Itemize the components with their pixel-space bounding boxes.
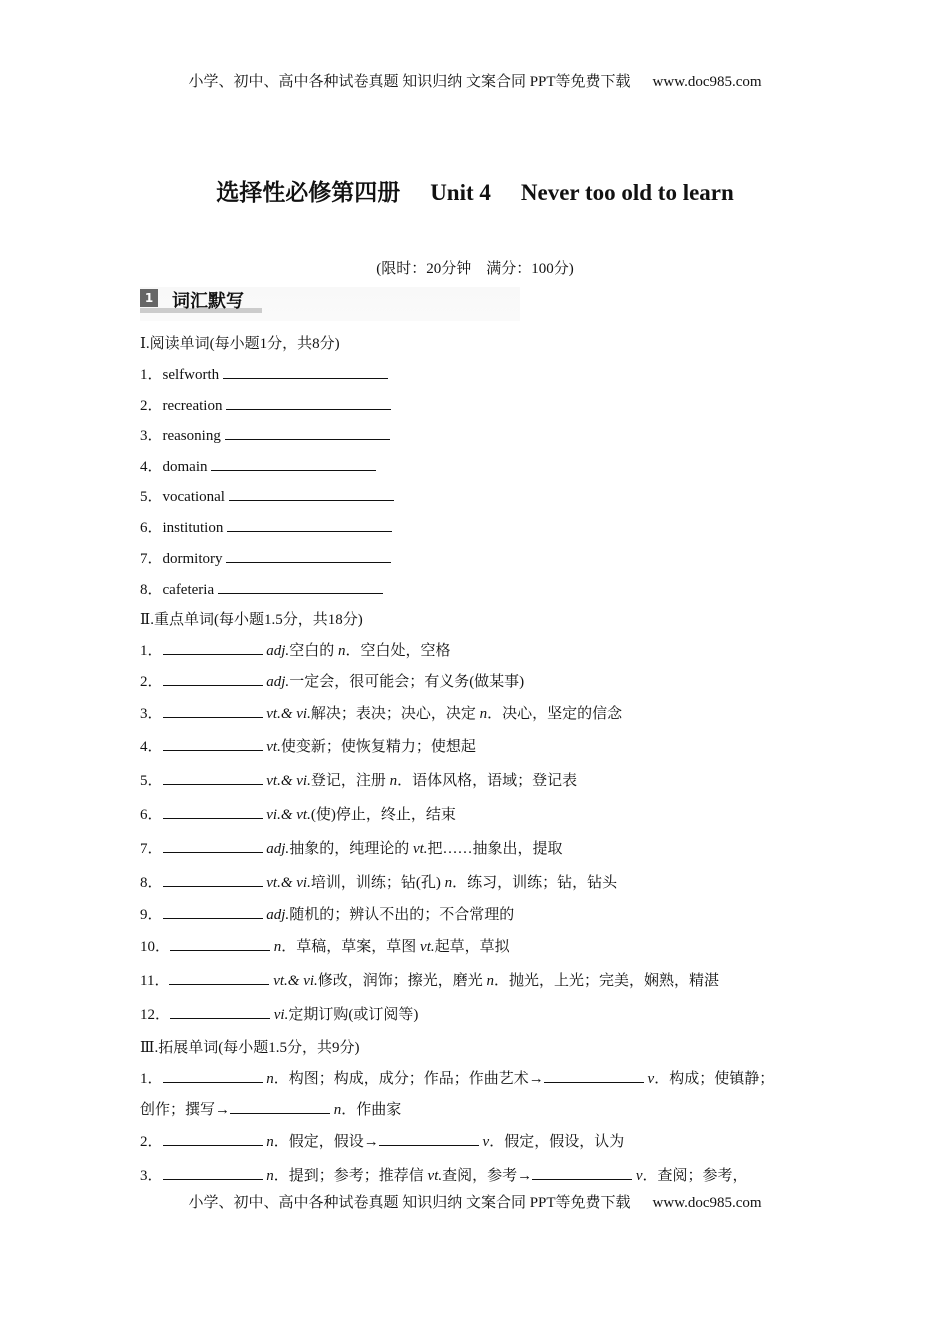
exercise-line [140, 1098, 401, 1119]
page-header [0, 70, 950, 91]
part-of-speech: n [266, 1071, 274, 1087]
part-of-speech: v [647, 1071, 655, 1087]
answer-blank[interactable] [163, 906, 263, 919]
exercise-line [140, 455, 376, 476]
line-text: 1． [140, 1071, 163, 1087]
exercise-line [140, 516, 392, 537]
exercise-line [140, 363, 388, 384]
line-text: ．构成；使镇静； [654, 1071, 775, 1087]
line-text: 随机的；辨认不出的；不合常理的 [289, 907, 515, 923]
exercise-line [140, 1067, 774, 1088]
footer-site-link[interactable]: www.doc985.com [652, 1195, 762, 1211]
title-name: Never too old to learn [520, 180, 734, 205]
line-text: 一定会，很可能会；有义务(做某事) [289, 674, 525, 690]
line-text: Ⅰ.阅读单词(每小题1分，共8分) [140, 336, 340, 352]
line-text: 1． [140, 643, 163, 659]
exercise-line [140, 670, 524, 691]
exercise-line [140, 578, 383, 599]
answer-blank[interactable] [163, 642, 263, 655]
header-text: 小学、初中、高中各种试卷真题 知识归纳 文案合同 PPT等免费下载 [188, 74, 631, 90]
line-text: 7．dormitory [140, 551, 227, 567]
line-text: ．决心，坚定的信念 [487, 706, 623, 722]
line-text: 4．domain [140, 459, 212, 475]
answer-blank[interactable] [230, 1101, 330, 1114]
part-of-speech: adj. [266, 841, 290, 857]
footer-text: 小学、初中、高中各种试卷真题 知识归纳 文案合同 PPT等免费下载 [188, 1195, 631, 1211]
exercise-line [140, 702, 622, 723]
line-text: Ⅱ.重点单词(每小题1.5分，共18分) [140, 612, 363, 628]
line-text: 8．cafeteria [140, 582, 218, 598]
answer-blank[interactable] [163, 705, 263, 718]
line-text: Ⅲ.拓展单词(每小题1.5分，共9分) [140, 1040, 360, 1056]
line-text: 4． [140, 739, 163, 755]
answer-blank[interactable] [226, 397, 391, 410]
part-of-speech: adj. [266, 907, 290, 923]
part-of-speech: vi.& vt. [266, 807, 311, 823]
line-text: 5． [140, 773, 163, 789]
part-of-speech: n [337, 643, 346, 659]
section-number-icon: 1 [140, 289, 158, 307]
exercise-line [140, 639, 450, 660]
line-text: 5．vocational [140, 489, 229, 505]
exercise-line [140, 424, 390, 445]
exercise-line [140, 769, 577, 790]
exercise-line [140, 394, 391, 415]
part-of-speech: vt.& vi. [266, 706, 311, 722]
exercise-line [140, 1164, 748, 1185]
answer-blank[interactable] [226, 550, 391, 563]
part-of-speech: vi. [273, 1007, 289, 1023]
answer-blank[interactable] [227, 519, 392, 532]
part-of-speech: v [635, 1168, 643, 1184]
part-of-speech: vt.& vi. [273, 973, 318, 989]
answer-blank[interactable] [532, 1167, 632, 1180]
line-text: ．空白处，空格 [345, 643, 451, 659]
line-text: 3．reasoning [140, 428, 225, 444]
line-text: 3． [140, 1168, 163, 1184]
exercise-line [140, 837, 563, 858]
line-text: 7． [140, 841, 163, 857]
exercise-line [140, 1036, 359, 1057]
part-of-speech: n [486, 973, 495, 989]
answer-blank[interactable] [163, 1070, 263, 1083]
line-text: 把……抽象出，提取 [427, 841, 563, 857]
line-text: 1．selfworth [140, 367, 223, 383]
exercise-line [140, 1003, 418, 1024]
section-label: 词汇默写 [172, 291, 244, 312]
line-text: 定期订购(或订阅等) [288, 1007, 419, 1023]
exercise-line [140, 735, 476, 756]
line-text: 起草，草拟 [434, 939, 510, 955]
part-of-speech: vt. [266, 739, 281, 755]
title-unit: Unit 4 [430, 180, 491, 205]
answer-blank[interactable] [163, 1167, 263, 1180]
exercise-line [140, 485, 394, 506]
line-text: 2．recreation [140, 398, 227, 414]
line-text: 空白的 [289, 643, 338, 659]
line-text: 6． [140, 807, 163, 823]
line-text: ．抛光，上光；完美，娴熟，精湛 [494, 973, 720, 989]
line-text: (使)停止，终止，结束 [310, 807, 456, 823]
line-text: ．作曲家 [341, 1102, 402, 1118]
line-text: 6．institution [140, 520, 228, 536]
part-of-speech: vt. [412, 841, 428, 857]
section-badge [140, 287, 520, 321]
answer-blank[interactable] [223, 366, 388, 379]
answer-blank[interactable] [225, 427, 390, 440]
exercise-line [140, 969, 719, 990]
part-of-speech: n [266, 1134, 274, 1150]
exercise-line [140, 935, 510, 956]
part-of-speech: n [479, 706, 488, 722]
line-text: 8． [140, 875, 163, 891]
line-text: ．语体风格，语域；登记表 [397, 773, 578, 789]
line-text: ．假定，假设，认为 [489, 1134, 625, 1150]
part-of-speech: n [273, 939, 282, 955]
line-text: 查阅，参考→ [442, 1168, 533, 1184]
answer-blank[interactable] [170, 938, 270, 951]
line-text: 3． [140, 706, 163, 722]
answer-blank[interactable] [379, 1133, 479, 1146]
answer-blank[interactable] [163, 874, 263, 887]
part-of-speech: n [333, 1102, 342, 1118]
part-of-speech: vt. [420, 939, 435, 955]
line-text: 10． [140, 939, 171, 955]
exercise-line [140, 1130, 624, 1151]
part-of-speech: vt.& vi. [266, 875, 311, 891]
line-text: 11． [140, 973, 170, 989]
part-of-speech: vt. [427, 1168, 443, 1184]
line-text: 9． [140, 907, 163, 923]
part-of-speech: n [444, 875, 453, 891]
exercise-line [140, 871, 617, 892]
line-text: ．提到；参考；推荐信 [273, 1168, 428, 1184]
line-text: 解决；表决；决心，决定 [310, 706, 480, 722]
exercise-line [140, 547, 391, 568]
title-book: 选择性必修第四册 [216, 180, 401, 205]
part-of-speech: n [389, 773, 398, 789]
exercise-line [140, 332, 340, 353]
answer-blank[interactable] [163, 673, 263, 686]
part-of-speech: v [482, 1134, 490, 1150]
line-text: 使变新；使恢复精力；使想起 [280, 739, 476, 755]
answer-blank[interactable] [170, 1006, 270, 1019]
line-text: ．查阅；参考， [642, 1168, 748, 1184]
header-site-link[interactable]: www.doc985.com [652, 74, 762, 90]
line-text: 创作；撰写→ [140, 1102, 231, 1118]
answer-blank[interactable] [229, 488, 394, 501]
line-text: 12． [140, 1007, 171, 1023]
line-text: 培训，训练；钻(孔) [310, 875, 445, 891]
line-text: 登记，注册 [310, 773, 390, 789]
answer-blank[interactable] [163, 772, 263, 785]
answer-blank[interactable] [218, 581, 383, 594]
part-of-speech: adj. [266, 674, 290, 690]
exercise-line [140, 608, 363, 629]
exercise-line [140, 803, 456, 824]
answer-blank[interactable] [163, 1133, 263, 1146]
part-of-speech: n [266, 1168, 274, 1184]
line-text: 抽象的，纯理论的 [289, 841, 413, 857]
page-title [0, 174, 950, 207]
part-of-speech: adj. [266, 643, 290, 659]
line-text: 2． [140, 674, 163, 690]
answer-blank[interactable] [163, 806, 263, 819]
line-text: 修改，润饰；擦光，磨光 [317, 973, 487, 989]
answer-blank[interactable] [544, 1070, 644, 1083]
part-of-speech: vt.& vi. [266, 773, 311, 789]
answer-blank[interactable] [211, 458, 376, 471]
time-limit: (限时：20分钟 满分：100分) [376, 261, 574, 277]
line-text: 2． [140, 1134, 163, 1150]
page-footer [0, 1191, 950, 1212]
line-text: ．假定，假设→ [273, 1134, 379, 1150]
line-text: ．草稿，草案，草图 [281, 939, 421, 955]
line-text: ．练习，训练；钻，钻头 [452, 875, 618, 891]
answer-blank[interactable] [163, 840, 263, 853]
line-text: ．构图；构成，成分；作品；作曲艺术→ [273, 1071, 544, 1087]
exercise-line [140, 903, 514, 924]
answer-blank[interactable] [169, 972, 269, 985]
answer-blank[interactable] [163, 738, 263, 751]
